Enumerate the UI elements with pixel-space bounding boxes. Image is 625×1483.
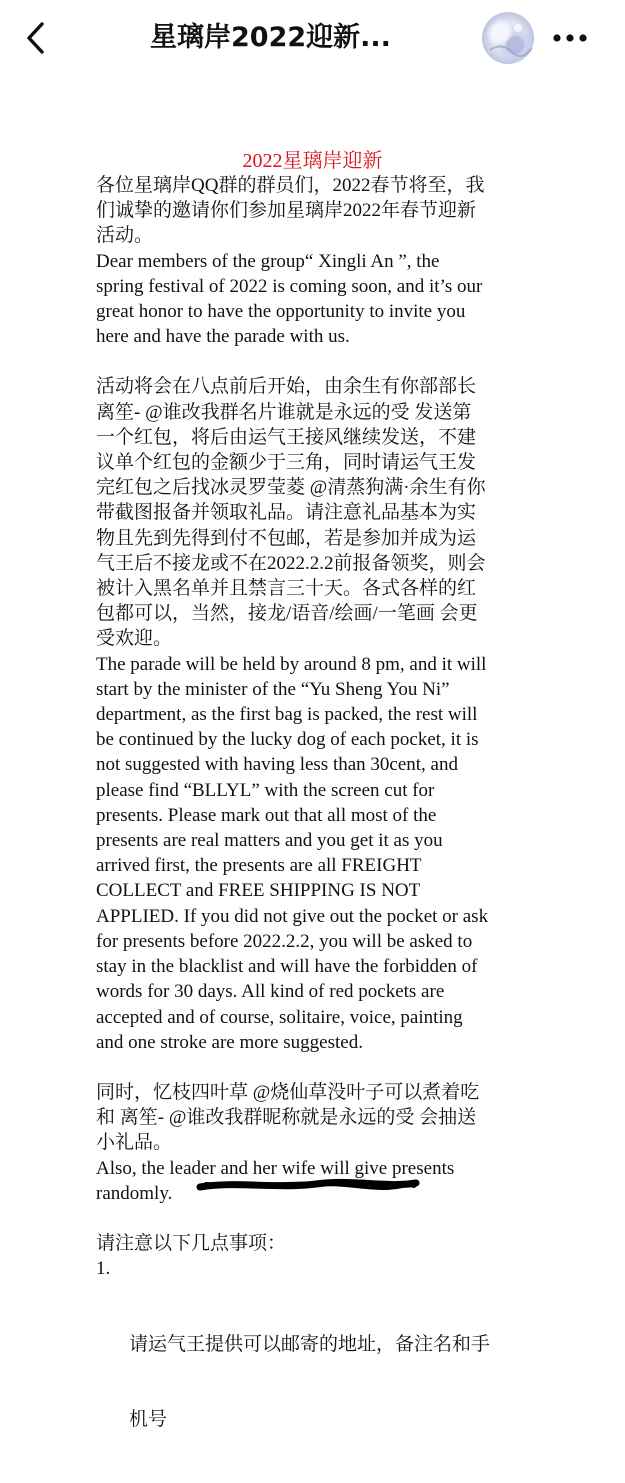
text-line: 活动将会在八点前后开始，由余生有你部部长	[96, 376, 477, 398]
text-line: and one stroke are more suggested.	[96, 1031, 363, 1053]
article	[0, 78, 625, 1431]
text-line: 气王后不接龙或不在2022.2.2前报备领奖，则会	[96, 552, 486, 574]
text-line: department, as the first bag is packed, the rest will	[96, 704, 478, 726]
list-item	[96, 1256, 536, 1483]
page-title: 星璃岸2022迎新...	[150, 22, 391, 53]
text-line: accepted and of course, solitaire, voice, painting	[96, 1006, 463, 1028]
text-line: 和 离笙- @谁改我群昵称就是永远的受 会抽送	[96, 1107, 477, 1129]
text-line: for presents before 2022.2.2, you will be asked to	[96, 930, 473, 952]
paragraph-gap	[96, 1055, 536, 1080]
notice-heading: 请注意以下几点事项：	[96, 1232, 287, 1254]
list-text-line: 请运气王提供可以邮寄的地址，备注名和手	[129, 1333, 491, 1355]
text-line: 被计入黑名单并且禁言三十天。各式各样的红	[96, 578, 477, 600]
text-line: great honor to have the opportunity to invite you	[96, 301, 466, 323]
back-button[interactable]	[22, 20, 52, 56]
list-text-line: 机号	[129, 1409, 168, 1431]
text-line: 包都可以，当然，接龙/语音/绘画/一笔画 会更	[96, 603, 478, 625]
avatar-image	[482, 12, 534, 64]
text-line: 小礼品。	[96, 1132, 173, 1154]
intro-cn	[96, 173, 536, 249]
text-line: words for 30 days. All kind of red pockets are	[96, 981, 445, 1003]
text-line: stay in the blacklist and will have the forbidden of	[96, 956, 478, 978]
more-dots-icon[interactable]	[550, 24, 590, 52]
paragraph-gap	[96, 1206, 536, 1231]
text-line: presents. Please mark out that all most of the	[96, 804, 437, 826]
text-line: 各位星璃岸QQ群的群员们，2022春节将至，我	[96, 175, 485, 196]
intro-en	[96, 249, 536, 350]
text-line: arrived first, the presents are all FREIGHT	[96, 855, 422, 877]
rules-en	[96, 652, 536, 1055]
text-line: presents are real matters and you get it as you	[96, 830, 443, 852]
text-line: Dear members of the group“ Xingli An ”, the	[96, 250, 440, 272]
text-line: APPLIED. If you did not give out the pocket or ask	[96, 905, 489, 927]
text-line: not suggested with having less than 30cent, and	[96, 754, 458, 776]
text-line: spring festival of 2022 is coming soon, and it’s our	[96, 275, 483, 297]
text-line: 们诚挚的邀请你们参加星璃岸2022年春节迎新	[96, 200, 477, 222]
text-line: 一个红包，将后由运气王接风继续发送，不建	[96, 426, 477, 448]
top-navigation-bar	[0, 0, 625, 78]
text-line: 带截图报备并领取礼品。请注意礼品基本为实	[96, 502, 477, 524]
article-content	[96, 173, 536, 1483]
chevron-left-icon[interactable]	[22, 20, 52, 56]
text-line: start by the minister of the “Yu Sheng You Ni”	[96, 678, 450, 700]
text-line: 议单个红包的金额少于三角，同时请运气王发	[96, 452, 477, 474]
text-line: please find “BLLYL” with the screen cut for	[96, 779, 435, 801]
text-line: COLLECT and FREE SHIPPING IS NOT	[96, 880, 421, 902]
avatar[interactable]	[482, 12, 534, 64]
extra-cn	[96, 1080, 536, 1156]
list-number: 1.	[96, 1258, 111, 1280]
text-line: 受欢迎。	[96, 628, 173, 650]
redaction-scribble	[196, 1178, 420, 1192]
text-line: 活动。	[96, 225, 154, 247]
more-button[interactable]	[550, 24, 590, 52]
text-line: Also, the leader and her wife will give presents	[96, 1157, 455, 1179]
text-line: 物且先到先得到付不包邮，若是参加并成为运	[96, 527, 477, 549]
article-title: 2022星璃岸迎新	[242, 150, 383, 172]
rules-cn	[96, 374, 536, 651]
text-line: be continued by the lucky dog of each pocket, it is	[96, 729, 479, 751]
text-line: 完红包之后找冰灵罗莹菱 @清蒸狗满·余生有你	[96, 477, 486, 499]
text-line: randomly.	[96, 1182, 173, 1204]
text-line: The parade will be held by around 8 pm, and it will	[96, 653, 487, 675]
text-line: 离笙- @谁改我群名片谁就是永远的受 发送第	[96, 401, 472, 423]
text-line: 同时，忆枝四叶草 @烧仙草没叶子可以煮着吃	[96, 1081, 480, 1103]
paragraph-gap	[96, 349, 536, 374]
text-line: here and have the parade with us.	[96, 326, 350, 348]
